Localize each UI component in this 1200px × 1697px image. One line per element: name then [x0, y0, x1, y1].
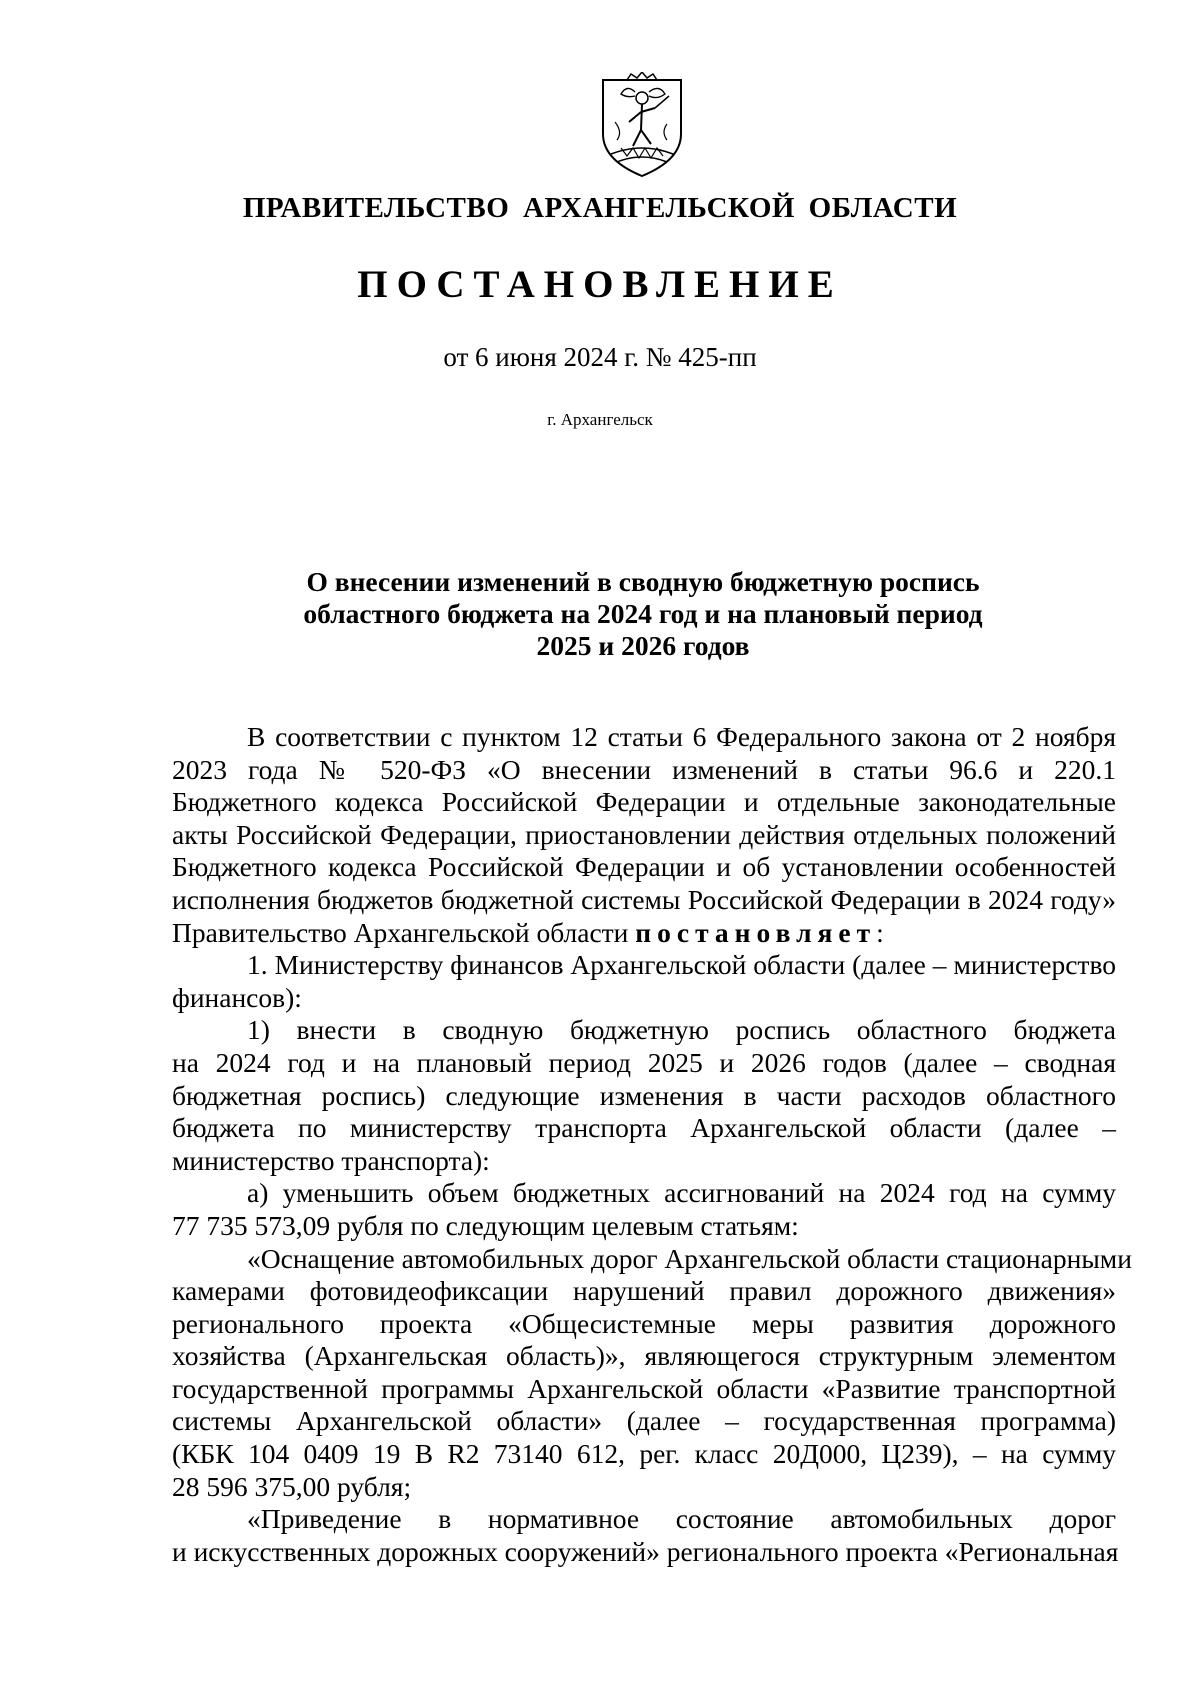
coat-of-arms-emblem — [597, 72, 687, 182]
paragraph-article-1 — [172, 1242, 1132, 1504]
document-type-title: ПОСТАНОВЛЕНИЕ — [357, 263, 843, 306]
subject-line: О внесении изменений в сводную бюджетную роспись — [306, 566, 980, 597]
paragraph-subitem-a — [172, 1177, 1116, 1242]
text-line: «Оснащение автомобильных дорог Архангельской области стационарными — [247, 1242, 1132, 1274]
text-line: государственной программы Архангельской области «Развитие транспортной — [172, 1372, 1116, 1404]
text-line: на 2024 год и на плановый период 2025 и 2026 годов (далее – сводная — [172, 1046, 1116, 1078]
text-line: и искусственных дорожных сооружений» регионального проекта «Региональная — [172, 1535, 1119, 1567]
text-line: а) уменьшить объем бюджетных ассигнований на 2024 год на сумму — [247, 1177, 1116, 1209]
text-fragment: Правительство Архангельской области — [172, 916, 636, 948]
subject-line: 2025 и 2026 годов — [536, 630, 750, 661]
text-line: Бюджетного кодекса Российской Федерации и отдельные законодательные — [172, 786, 1116, 818]
text-line: исполнения бюджетов бюджетной системы Российской Федерации в 2024 году» — [172, 883, 1116, 915]
document-city: г. Архангельск — [547, 410, 653, 429]
text-line: В соответствии с пунктом 12 статьи 6 Федерального закона от 2 ноября — [247, 721, 1116, 752]
resolution-verb: постановляет — [635, 916, 877, 948]
text-line: 2023 года № 520-ФЗ «О внесении изменений в статьи 96.6 и 220.1 — [172, 753, 1116, 785]
text-line: министерство транспорта): — [172, 1144, 490, 1176]
paragraph-item-1 — [172, 949, 1116, 1014]
text-line: системы Архангельской области» (далее – государственная программа) — [172, 1405, 1116, 1437]
text-line: камерами фотовидеофиксации нарушений правил дорожного движения» — [172, 1275, 1116, 1307]
text-fragment: : — [876, 916, 884, 948]
text-line: Бюджетного кодекса Российской Федерации и об установлении особенностей — [172, 851, 1116, 883]
text-line: финансов): — [172, 981, 302, 1013]
text-line: 1. Министерству финансов Архангельской области (далее – министерство — [247, 949, 1116, 981]
paragraph-preamble — [172, 721, 1116, 949]
text-line: акты Российской Федерации, приостановлении действия отдельных положений — [172, 818, 1116, 850]
document-body — [172, 721, 1132, 1568]
text-line: бюджета по министерству транспорта Архангельской области (далее – — [172, 1112, 1116, 1144]
text-line: хозяйства (Архангельская область)», являющегося структурным элементом — [172, 1340, 1116, 1372]
text-line: 1) внести в сводную бюджетную роспись областного бюджета — [247, 1014, 1116, 1046]
document-subject — [170, 566, 1116, 662]
paragraph-article-2 — [172, 1503, 1119, 1568]
text-line: «Приведение в нормативное состояние автомобильных дорог — [247, 1503, 1116, 1535]
text-line — [172, 917, 1116, 950]
document-date-number: от 6 июня 2024 г. № 425-пп — [443, 342, 757, 372]
paragraph-subitem-1 — [172, 1014, 1116, 1177]
text-line: (КБК 104 0409 19 В R2 73140 612, рег. класс 20Д000, Ц239), – на сумму — [172, 1438, 1116, 1470]
text-line: бюджетная роспись) следующие изменения в части расходов областного — [172, 1079, 1116, 1111]
text-line: 28 596 375,00 рубля; — [172, 1470, 412, 1502]
text-line: 77 735 573,09 рубля по следующим целевым статьям: — [172, 1209, 799, 1241]
subject-line: областного бюджета на 2024 год и на плановый период — [303, 598, 983, 629]
text-line: регионального проекта «Общесистемные меры развития дорожного — [172, 1307, 1116, 1339]
organization-title: ПРАВИТЕЛЬСТВО АРХАНГЕЛЬСКОЙ ОБЛАСТИ — [242, 192, 958, 224]
